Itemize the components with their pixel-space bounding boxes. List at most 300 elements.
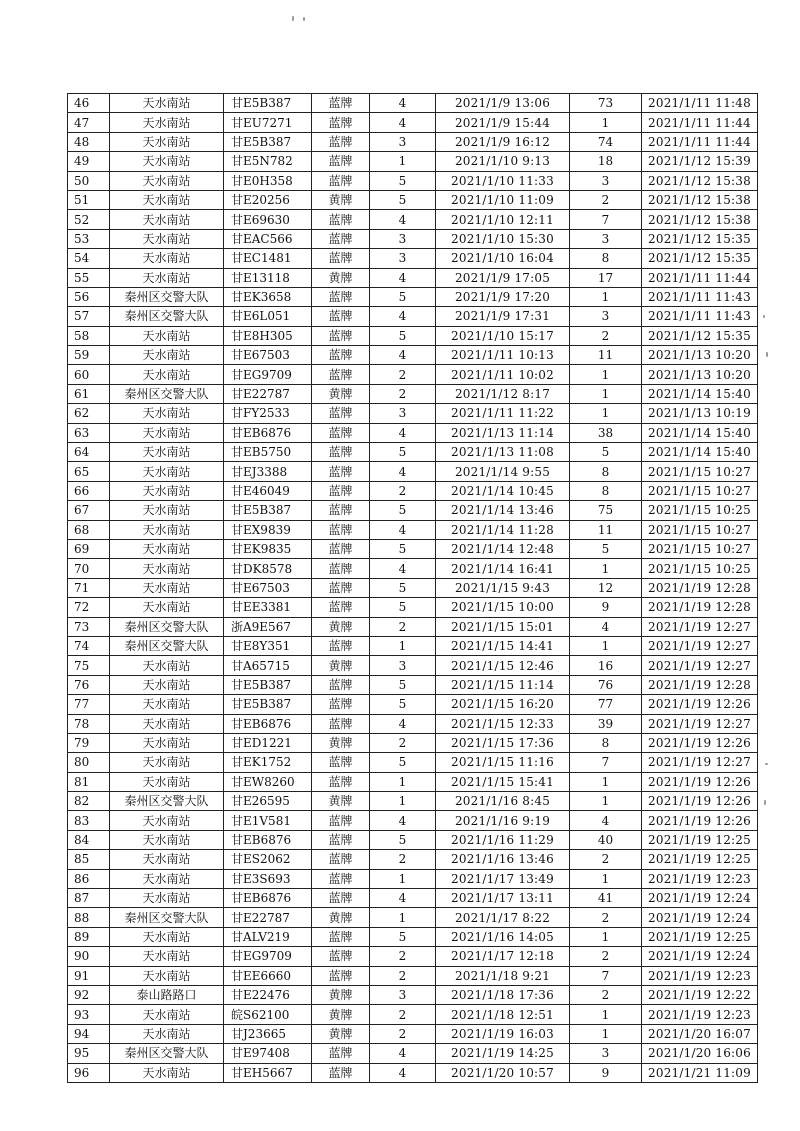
sequence-cell: 1 (570, 365, 642, 384)
count-cell: 4 (370, 520, 436, 539)
count-cell: 4 (370, 1044, 436, 1063)
handled-time-cell: 2021/1/19 12:28 (642, 675, 758, 694)
count-cell: 2 (370, 481, 436, 500)
row-number-cell: 69 (68, 539, 110, 558)
row-number-cell: 63 (68, 423, 110, 442)
row-number-cell: 61 (68, 384, 110, 403)
plate-color-cell: 蓝牌 (312, 307, 370, 326)
violation-time-cell: 2021/1/15 10:00 (436, 598, 570, 617)
count-cell: 3 (370, 985, 436, 1004)
plate-number-cell: 甘E22787 (224, 384, 312, 403)
sequence-cell: 40 (570, 830, 642, 849)
scan-speck (303, 17, 305, 21)
violation-time-cell: 2021/1/16 11:29 (436, 830, 570, 849)
sequence-cell: 16 (570, 656, 642, 675)
handled-time-cell: 2021/1/11 11:48 (642, 94, 758, 113)
table-row (68, 636, 758, 655)
handled-time-cell: 2021/1/14 15:40 (642, 443, 758, 462)
row-number-cell: 49 (68, 152, 110, 171)
sequence-cell: 75 (570, 501, 642, 520)
row-number-cell: 71 (68, 578, 110, 597)
sequence-cell: 77 (570, 695, 642, 714)
count-cell: 4 (370, 346, 436, 365)
row-number-cell: 58 (68, 326, 110, 345)
violation-time-cell: 2021/1/9 15:44 (436, 113, 570, 132)
plate-number-cell: 甘EK9835 (224, 539, 312, 558)
violation-time-cell: 2021/1/10 11:09 (436, 190, 570, 209)
sequence-cell: 1 (570, 287, 642, 306)
unit-cell: 秦州区交警大队 (110, 307, 224, 326)
count-cell: 4 (370, 714, 436, 733)
plate-number-cell: 甘E22787 (224, 908, 312, 927)
sequence-cell: 1 (570, 404, 642, 423)
table-row (68, 423, 758, 442)
plate-color-cell: 蓝牌 (312, 404, 370, 423)
handled-time-cell: 2021/1/19 12:27 (642, 636, 758, 655)
plate-color-cell: 蓝牌 (312, 94, 370, 113)
plate-color-cell: 黄牌 (312, 617, 370, 636)
handled-time-cell: 2021/1/13 10:20 (642, 365, 758, 384)
violation-time-cell: 2021/1/15 9:43 (436, 578, 570, 597)
sequence-cell: 76 (570, 675, 642, 694)
count-cell: 4 (370, 307, 436, 326)
count-cell: 4 (370, 811, 436, 830)
count-cell: 2 (370, 365, 436, 384)
plate-number-cell: 甘EU7271 (224, 113, 312, 132)
handled-time-cell: 2021/1/14 15:40 (642, 423, 758, 442)
plate-color-cell: 蓝牌 (312, 1044, 370, 1063)
plate-color-cell: 黄牌 (312, 190, 370, 209)
handled-time-cell: 2021/1/13 10:19 (642, 404, 758, 423)
plate-color-cell: 蓝牌 (312, 481, 370, 500)
count-cell: 5 (370, 695, 436, 714)
row-number-cell: 87 (68, 889, 110, 908)
row-number-cell: 83 (68, 811, 110, 830)
unit-cell: 天水南站 (110, 520, 224, 539)
table-row (68, 365, 758, 384)
unit-cell: 天水南站 (110, 132, 224, 151)
table-row (68, 985, 758, 1004)
scan-speck (292, 16, 294, 21)
violation-time-cell: 2021/1/14 9:55 (436, 462, 570, 481)
count-cell: 4 (370, 94, 436, 113)
plate-number-cell: 甘EB6876 (224, 889, 312, 908)
plate-number-cell: 甘EX9839 (224, 520, 312, 539)
handled-time-cell: 2021/1/15 10:27 (642, 520, 758, 539)
handled-time-cell: 2021/1/15 10:25 (642, 559, 758, 578)
records-table-wrapper (67, 93, 758, 1083)
table-row (68, 249, 758, 268)
handled-time-cell: 2021/1/15 10:27 (642, 462, 758, 481)
plate-number-cell: 甘E5B387 (224, 695, 312, 714)
unit-cell: 天水南站 (110, 501, 224, 520)
count-cell: 2 (370, 617, 436, 636)
table-row (68, 753, 758, 772)
table-row (68, 830, 758, 849)
handled-time-cell: 2021/1/11 11:44 (642, 113, 758, 132)
sequence-cell: 5 (570, 443, 642, 462)
sequence-cell: 1 (570, 559, 642, 578)
unit-cell: 天水南站 (110, 171, 224, 190)
row-number-cell: 81 (68, 772, 110, 791)
row-number-cell: 86 (68, 869, 110, 888)
unit-cell: 泰山路路口 (110, 985, 224, 1004)
violation-time-cell: 2021/1/12 8:17 (436, 384, 570, 403)
violation-time-cell: 2021/1/10 15:17 (436, 326, 570, 345)
violation-time-cell: 2021/1/9 16:12 (436, 132, 570, 151)
plate-number-cell: 甘EAC566 (224, 229, 312, 248)
unit-cell: 天水南站 (110, 559, 224, 578)
handled-time-cell: 2021/1/12 15:38 (642, 210, 758, 229)
plate-color-cell: 蓝牌 (312, 559, 370, 578)
row-number-cell: 78 (68, 714, 110, 733)
table-row (68, 268, 758, 287)
plate-number-cell: 甘E6L051 (224, 307, 312, 326)
violation-time-cell: 2021/1/17 12:18 (436, 947, 570, 966)
plate-color-cell: 黄牌 (312, 656, 370, 675)
violation-time-cell: 2021/1/10 11:33 (436, 171, 570, 190)
sequence-cell: 11 (570, 346, 642, 365)
table-row (68, 792, 758, 811)
sequence-cell: 73 (570, 94, 642, 113)
unit-cell: 天水南站 (110, 113, 224, 132)
unit-cell: 秦州区交警大队 (110, 792, 224, 811)
row-number-cell: 57 (68, 307, 110, 326)
count-cell: 5 (370, 598, 436, 617)
count-cell: 2 (370, 1005, 436, 1024)
sequence-cell: 12 (570, 578, 642, 597)
table-row (68, 927, 758, 946)
plate-color-cell: 蓝牌 (312, 443, 370, 462)
table-row (68, 132, 758, 151)
plate-color-cell: 黄牌 (312, 908, 370, 927)
row-number-cell: 74 (68, 636, 110, 655)
plate-color-cell: 蓝牌 (312, 675, 370, 694)
plate-number-cell: 甘E0H358 (224, 171, 312, 190)
plate-number-cell: 甘E8H305 (224, 326, 312, 345)
scan-speck (766, 352, 768, 357)
row-number-cell: 62 (68, 404, 110, 423)
sequence-cell: 2 (570, 908, 642, 927)
sequence-cell: 17 (570, 268, 642, 287)
unit-cell: 天水南站 (110, 947, 224, 966)
violation-time-cell: 2021/1/16 9:19 (436, 811, 570, 830)
violation-time-cell: 2021/1/13 11:14 (436, 423, 570, 442)
plate-number-cell: 甘EG9709 (224, 947, 312, 966)
handled-time-cell: 2021/1/19 12:26 (642, 811, 758, 830)
row-number-cell: 96 (68, 1063, 110, 1082)
row-number-cell: 93 (68, 1005, 110, 1024)
plate-color-cell: 蓝牌 (312, 539, 370, 558)
row-number-cell: 72 (68, 598, 110, 617)
handled-time-cell: 2021/1/19 12:28 (642, 578, 758, 597)
table-row (68, 501, 758, 520)
table-row (68, 966, 758, 985)
count-cell: 5 (370, 171, 436, 190)
plate-color-cell: 蓝牌 (312, 501, 370, 520)
plate-number-cell: 甘EK3658 (224, 287, 312, 306)
violation-time-cell: 2021/1/18 12:51 (436, 1005, 570, 1024)
plate-number-cell: 甘E69630 (224, 210, 312, 229)
unit-cell: 天水南站 (110, 869, 224, 888)
count-cell: 1 (370, 636, 436, 655)
count-cell: 4 (370, 462, 436, 481)
count-cell: 2 (370, 384, 436, 403)
sequence-cell: 8 (570, 462, 642, 481)
plate-number-cell: 甘EW8260 (224, 772, 312, 791)
plate-number-cell: 甘ES2062 (224, 850, 312, 869)
plate-number-cell: 甘EJ3388 (224, 462, 312, 481)
table-row (68, 171, 758, 190)
count-cell: 1 (370, 152, 436, 171)
plate-color-cell: 蓝牌 (312, 365, 370, 384)
violation-time-cell: 2021/1/14 12:48 (436, 539, 570, 558)
handled-time-cell: 2021/1/19 12:23 (642, 869, 758, 888)
sequence-cell: 4 (570, 811, 642, 830)
violation-time-cell: 2021/1/14 13:46 (436, 501, 570, 520)
table-row (68, 94, 758, 113)
handled-time-cell: 2021/1/19 12:28 (642, 598, 758, 617)
plate-number-cell: 甘E67503 (224, 346, 312, 365)
handled-time-cell: 2021/1/19 12:26 (642, 695, 758, 714)
table-row (68, 210, 758, 229)
violation-time-cell: 2021/1/19 14:25 (436, 1044, 570, 1063)
unit-cell: 天水南站 (110, 229, 224, 248)
count-cell: 1 (370, 869, 436, 888)
violation-time-cell: 2021/1/18 9:21 (436, 966, 570, 985)
table-row (68, 1044, 758, 1063)
row-number-cell: 85 (68, 850, 110, 869)
table-row (68, 520, 758, 539)
count-cell: 1 (370, 792, 436, 811)
count-cell: 5 (370, 927, 436, 946)
unit-cell: 天水南站 (110, 190, 224, 209)
sequence-cell: 1 (570, 1024, 642, 1043)
table-row (68, 307, 758, 326)
plate-color-cell: 蓝牌 (312, 462, 370, 481)
plate-number-cell: 甘EG9709 (224, 365, 312, 384)
unit-cell: 天水南站 (110, 268, 224, 287)
plate-number-cell: 甘E1V581 (224, 811, 312, 830)
handled-time-cell: 2021/1/19 12:23 (642, 1005, 758, 1024)
count-cell: 4 (370, 1063, 436, 1082)
table-row (68, 947, 758, 966)
handled-time-cell: 2021/1/19 12:23 (642, 966, 758, 985)
sequence-cell: 7 (570, 966, 642, 985)
plate-number-cell: 甘E3S693 (224, 869, 312, 888)
unit-cell: 天水南站 (110, 365, 224, 384)
count-cell: 5 (370, 326, 436, 345)
plate-color-cell: 蓝牌 (312, 753, 370, 772)
table-row (68, 287, 758, 306)
handled-time-cell: 2021/1/12 15:38 (642, 171, 758, 190)
plate-color-cell: 蓝牌 (312, 889, 370, 908)
plate-number-cell: 甘FY2533 (224, 404, 312, 423)
count-cell: 4 (370, 268, 436, 287)
sequence-cell: 5 (570, 539, 642, 558)
plate-color-cell: 蓝牌 (312, 578, 370, 597)
sequence-cell: 38 (570, 423, 642, 442)
violation-time-cell: 2021/1/15 11:14 (436, 675, 570, 694)
table-row (68, 714, 758, 733)
row-number-cell: 48 (68, 132, 110, 151)
unit-cell: 天水南站 (110, 1005, 224, 1024)
count-cell: 2 (370, 966, 436, 985)
plate-color-cell: 黄牌 (312, 1024, 370, 1043)
count-cell: 5 (370, 753, 436, 772)
violation-time-cell: 2021/1/16 13:46 (436, 850, 570, 869)
row-number-cell: 53 (68, 229, 110, 248)
row-number-cell: 60 (68, 365, 110, 384)
row-number-cell: 89 (68, 927, 110, 946)
plate-color-cell: 蓝牌 (312, 1063, 370, 1082)
count-cell: 1 (370, 772, 436, 791)
unit-cell: 秦州区交警大队 (110, 636, 224, 655)
table-row (68, 384, 758, 403)
plate-color-cell: 蓝牌 (312, 714, 370, 733)
unit-cell: 天水南站 (110, 346, 224, 365)
handled-time-cell: 2021/1/19 12:22 (642, 985, 758, 1004)
sequence-cell: 2 (570, 985, 642, 1004)
unit-cell: 天水南站 (110, 850, 224, 869)
violation-time-cell: 2021/1/15 12:33 (436, 714, 570, 733)
row-number-cell: 95 (68, 1044, 110, 1063)
plate-number-cell: 甘EC1481 (224, 249, 312, 268)
row-number-cell: 70 (68, 559, 110, 578)
table-row (68, 908, 758, 927)
table-row (68, 404, 758, 423)
plate-number-cell: 甘E46049 (224, 481, 312, 500)
table-row (68, 229, 758, 248)
violation-time-cell: 2021/1/10 9:13 (436, 152, 570, 171)
violation-time-cell: 2021/1/10 16:04 (436, 249, 570, 268)
violation-time-cell: 2021/1/15 11:16 (436, 753, 570, 772)
sequence-cell: 7 (570, 753, 642, 772)
handled-time-cell: 2021/1/15 10:25 (642, 501, 758, 520)
table-row (68, 346, 758, 365)
handled-time-cell: 2021/1/11 11:44 (642, 268, 758, 287)
sequence-cell: 1 (570, 1005, 642, 1024)
unit-cell: 天水南站 (110, 443, 224, 462)
plate-color-cell: 黄牌 (312, 985, 370, 1004)
handled-time-cell: 2021/1/20 16:06 (642, 1044, 758, 1063)
handled-time-cell: 2021/1/15 10:27 (642, 481, 758, 500)
count-cell: 2 (370, 850, 436, 869)
row-number-cell: 76 (68, 675, 110, 694)
count-cell: 3 (370, 132, 436, 151)
count-cell: 2 (370, 733, 436, 752)
sequence-cell: 1 (570, 384, 642, 403)
violation-time-cell: 2021/1/20 10:57 (436, 1063, 570, 1082)
sequence-cell: 39 (570, 714, 642, 733)
unit-cell: 天水南站 (110, 733, 224, 752)
count-cell: 5 (370, 539, 436, 558)
row-number-cell: 94 (68, 1024, 110, 1043)
count-cell: 3 (370, 656, 436, 675)
handled-time-cell: 2021/1/19 12:24 (642, 908, 758, 927)
violation-time-cell: 2021/1/10 15:30 (436, 229, 570, 248)
violation-time-cell: 2021/1/11 10:02 (436, 365, 570, 384)
table-row (68, 675, 758, 694)
handled-time-cell: 2021/1/19 12:26 (642, 733, 758, 752)
sequence-cell: 7 (570, 210, 642, 229)
row-number-cell: 65 (68, 462, 110, 481)
plate-color-cell: 蓝牌 (312, 869, 370, 888)
count-cell: 5 (370, 501, 436, 520)
table-row (68, 695, 758, 714)
sequence-cell: 8 (570, 733, 642, 752)
table-row (68, 539, 758, 558)
sequence-cell: 18 (570, 152, 642, 171)
unit-cell: 天水南站 (110, 578, 224, 597)
plate-color-cell: 蓝牌 (312, 171, 370, 190)
row-number-cell: 59 (68, 346, 110, 365)
plate-number-cell: 甘J23665 (224, 1024, 312, 1043)
violation-time-cell: 2021/1/15 15:01 (436, 617, 570, 636)
table-row (68, 462, 758, 481)
plate-number-cell: 甘E20256 (224, 190, 312, 209)
count-cell: 5 (370, 443, 436, 462)
plate-number-cell: 甘E13118 (224, 268, 312, 287)
violation-time-cell: 2021/1/14 16:41 (436, 559, 570, 578)
plate-color-cell: 蓝牌 (312, 210, 370, 229)
unit-cell: 天水南站 (110, 481, 224, 500)
plate-number-cell: 甘E5N782 (224, 152, 312, 171)
count-cell: 3 (370, 249, 436, 268)
handled-time-cell: 2021/1/19 12:25 (642, 850, 758, 869)
plate-color-cell: 蓝牌 (312, 830, 370, 849)
handled-time-cell: 2021/1/19 12:27 (642, 714, 758, 733)
count-cell: 1 (370, 908, 436, 927)
plate-color-cell: 黄牌 (312, 384, 370, 403)
violation-time-cell: 2021/1/14 11:28 (436, 520, 570, 539)
unit-cell: 秦州区交警大队 (110, 908, 224, 927)
plate-color-cell: 蓝牌 (312, 287, 370, 306)
count-cell: 4 (370, 889, 436, 908)
plate-color-cell: 蓝牌 (312, 326, 370, 345)
count-cell: 4 (370, 113, 436, 132)
count-cell: 2 (370, 947, 436, 966)
unit-cell: 天水南站 (110, 675, 224, 694)
unit-cell: 天水南站 (110, 152, 224, 171)
plate-color-cell: 蓝牌 (312, 772, 370, 791)
plate-number-cell: 甘EB6876 (224, 830, 312, 849)
plate-number-cell: 甘DK8578 (224, 559, 312, 578)
row-number-cell: 46 (68, 94, 110, 113)
handled-time-cell: 2021/1/19 12:24 (642, 947, 758, 966)
sequence-cell: 3 (570, 229, 642, 248)
unit-cell: 天水南站 (110, 830, 224, 849)
plate-number-cell: 甘E5B387 (224, 501, 312, 520)
plate-color-cell: 黄牌 (312, 1005, 370, 1024)
plate-number-cell: 浙A9E567 (224, 617, 312, 636)
count-cell: 5 (370, 578, 436, 597)
row-number-cell: 67 (68, 501, 110, 520)
row-number-cell: 90 (68, 947, 110, 966)
unit-cell: 天水南站 (110, 249, 224, 268)
plate-color-cell: 蓝牌 (312, 811, 370, 830)
plate-number-cell: 甘A65715 (224, 656, 312, 675)
scan-speck (765, 763, 768, 765)
table-row (68, 443, 758, 462)
row-number-cell: 64 (68, 443, 110, 462)
table-row (68, 772, 758, 791)
plate-number-cell: 甘EH5667 (224, 1063, 312, 1082)
handled-time-cell: 2021/1/12 15:35 (642, 326, 758, 345)
row-number-cell: 88 (68, 908, 110, 927)
violation-time-cell: 2021/1/15 15:41 (436, 772, 570, 791)
plate-color-cell: 蓝牌 (312, 850, 370, 869)
